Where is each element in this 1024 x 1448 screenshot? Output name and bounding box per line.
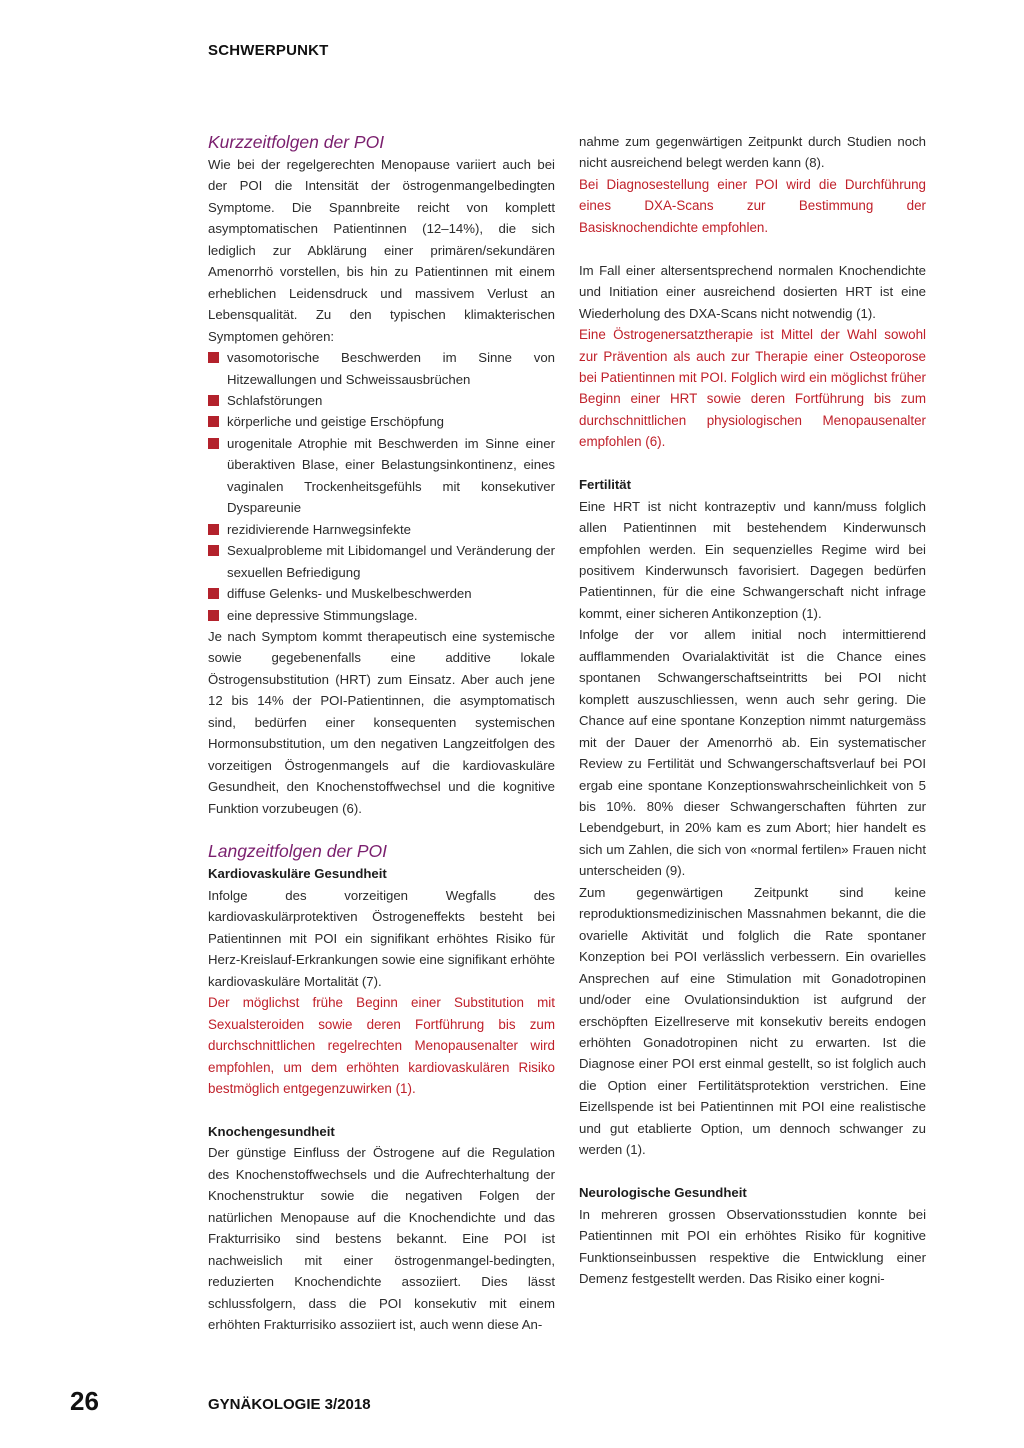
neurologische-heading: Neurologische Gesundheit — [579, 1185, 747, 1201]
fertilitaet-paragraph-1: Eine HRT ist nicht kontrazeptiv und kann/muss folglich allen Patientinnen mit bestehendem Kinderwunsch empfohlen werden. Ein sequenzielles Regime wird bei positivem Kinderwunsch favorisiert. Dagegen bedürfen Patientinnen, für die eine Schwangerschaft nicht infrage kommt, einer sicheren Antikonzeption (1). — [579, 498, 926, 621]
langzeitfolgen-heading: Langzeitfolgen der POI — [208, 841, 388, 862]
kardiovaskulaer-recommendation: Der möglichst frühe Beginn einer Substitution mit Sexualsteroiden sowie deren Fortführung bis zum durchschnittlichen regelrechten Menopausenalter wird empfohlen, um dem erhöhten kardiovaskulären Risiko bestmöglich entgegenzuwirken (1). — [208, 995, 555, 1097]
list-item: eine depressive Stimmungslage. — [208, 605, 555, 626]
dxa-recommendation: Bei Diagnosestellung einer POI wird die Durchführung eines DXA-Scans zur Bestimmung der Basisknochendichte empfohlen. — [579, 176, 926, 235]
journal-issue: GYNÄKOLOGIE 3/2018 — [208, 1396, 371, 1413]
fertilitaet-paragraph-3: Zum gegenwärtigen Zeitpunkt sind keine reproduktionsmedizinischen Massnahmen bekannt, die die ovarielle Aktivität und folglich die Rate spontaner Konzeption bei POI verlässlich verbessern. Ein ovarielles Ansprechen auf eine Stimulation mit Gonadotropinen und/oder eine Ovulationsinduktion ist aufgrund der erschöpften Eizellreserve mit konsekutiv bereits endogen erhöhten Gonadotropinen nicht zu erwarten. Ist die Diagnose einer POI erst einmal gestellt, so ist folglich auch die Option einer Fertilitätsprotektion verstrichen. Eine Eizellspende ist bei Patientinnen mit POI eine realistische und gut etablierte Option, um dennoch schwanger zu werden (1). — [579, 884, 926, 1158]
kardiovaskulaer-heading: Kardiovaskuläre Gesundheit — [208, 866, 387, 882]
kurzzeitfolgen-therapy-paragraph: Je nach Symptom kommt therapeutisch eine systemische sowie gegebenenfalls eine additive lokale Östrogensubstitution (HRT) zum Einsatz. Aber auch jene 12 bis 14% der POI-Patientinnen, die asymptomatisch sind, bedürfen einer konsequenten systemischen Hormonsubstitution, um den negativen Langzeitfolgen des vorzeitigen Östrogenmangels auf die kardiovaskuläre Gesundheit, den Knochenstoffwechsel und die kognitive Funktion vorzubeugen (6). — [208, 628, 555, 816]
list-item: vasomotorische Beschwerden im Sinne von Hitzewallungen und Schweissausbrüchen — [208, 347, 555, 390]
dxa-paragraph: Im Fall einer altersentsprechend normalen Knochendichte und Initiation einer ausreichend dosierten HRT ist eine Wiederholung des DXA-Scans nicht notwendig (1). — [579, 262, 926, 321]
list-item: Schlafstörungen — [208, 390, 555, 411]
fertilitaet-paragraph-2: Infolge der vor allem initial noch intermittierend aufflammenden Ovarialaktivität ist die Chance eines spontanen Schwangerschaftseintritts bei POI nicht komplett auszuschliessen, wenn auch sehr gering. Die Chance auf eine spontane Konzeption nimmt naturgemäss mit der Dauer der Amenorrhö ab. Ein systematischer Review zu Fertilität und Schwangerschaftsverlauf bei POI ergab eine spontane Konzeptionswahrscheinlichkeit von 5 bis 10%. 80% dieser Schwangerschaften führten zur Lebendgeburt, in 20% kam es zum Abort; hier handelt es sich um Zahlen, die sich von «normal fertilen» Frauen nicht unterscheiden (9). — [579, 627, 926, 879]
list-item: diffuse Gelenks- und Muskelbeschwerden — [208, 583, 555, 604]
list-item: rezidivierende Harnwegsinfekte — [208, 519, 555, 540]
spacer — [579, 1161, 926, 1182]
symptom-list — [208, 347, 555, 626]
kurzzeitfolgen-intro: Wie bei der regelgerechten Menopause variiert auch bei der POI die Intensität der östrogenmangelbedingten Symptome. Die Spannbreite reicht von komplett asymptomatischen Patientinnen (12–14%), die sich lediglich zur Abklärung einer primären/sekundären Amenorrhö vorstellen, bis hin zu Patientinnen mit einem erheblichen Leidensdruck und massivem Verlust an Lebensqualität. Zu den typischen klimakterischen Symptomen gehören: — [208, 157, 555, 344]
kardiovaskulaer-paragraph: Infolge des vorzeitigen Wegfalls des kardiovaskulärprotektiven Östrogeneffekts besteht bei Patientinnen mit POI ein signifikant erhöhtes Risiko für Herz-Kreislauf-Erkrankungen sowie eine signifikant erhöhte kardiovaskuläre Mortalität (7). — [208, 887, 555, 989]
list-item: Sexualprobleme mit Libidomangel und Veränderung der sexuellen Befriedigung — [208, 540, 555, 583]
neurologische-paragraph: In mehreren grossen Observationsstudien konnte bei Patientinnen mit POI ein erhöhtes Risiko für kognitive Funktionseinbussen respektive die Entwicklung einer Demenz festgestellt werden. Das Risiko einer kogni- — [579, 1206, 926, 1286]
oestrogen-recommendation: Eine Östrogenersatztherapie ist Mittel der Wahl sowohl zur Prävention als auch zur Therapie einer Osteoporose bei Patientinnen mit POI. Folglich wird ein möglichst früher Beginn einer HRT sowie deren Fortführung bis zum durchschnittlichen physiologischen Menopausenalter empfohlen (6). — [579, 327, 926, 450]
knochengesundheit-heading: Knochengesundheit — [208, 1123, 335, 1139]
list-item: körperliche und geistige Erschöpfung — [208, 411, 555, 432]
right-column — [579, 131, 926, 1289]
spacer — [208, 1099, 555, 1120]
spacer — [579, 453, 926, 474]
section-label: SCHWERPUNKT — [208, 42, 329, 59]
fertilitaet-heading: Fertilität — [579, 477, 632, 493]
knochengesundheit-paragraph: Der günstige Einfluss der Östrogene auf die Regulation des Knochenstoffwechsels und die Aufrechterhaltung der Knochenstruktur sowie die negativen Folgen der natürlichen Menopause auf die Knochendichte und das Frakturrisiko sind bestens bekannt. Eine POI ist nachweislich mit einer östrogenmangel-bedingten, reduzierten Knochendichte assoziiert. Dies lässt schlussfolgern, dass die POI konsekutiv mit einem erhöhten Frakturrisiko assoziiert ist, auch wenn diese An- — [208, 1145, 555, 1332]
kurzzeitfolgen-heading: Kurzzeitfolgen der POI — [208, 132, 385, 152]
list-item: urogenitale Atrophie mit Beschwerden im Sinne einer überaktiven Blase, einer Belastungsinkontinenz, eines vaginalen Trockenheitsgefühls mit konsekutiver Dyspareunie — [208, 433, 555, 519]
knochengesundheit-continued: nahme zum gegenwärtigen Zeitpunkt durch Studien noch nicht ausreichend belegt werden kann (8). — [579, 134, 926, 171]
left-column — [208, 131, 555, 1335]
page-number: 26 — [70, 1386, 99, 1416]
spacer — [579, 238, 926, 259]
spacer — [208, 819, 555, 840]
